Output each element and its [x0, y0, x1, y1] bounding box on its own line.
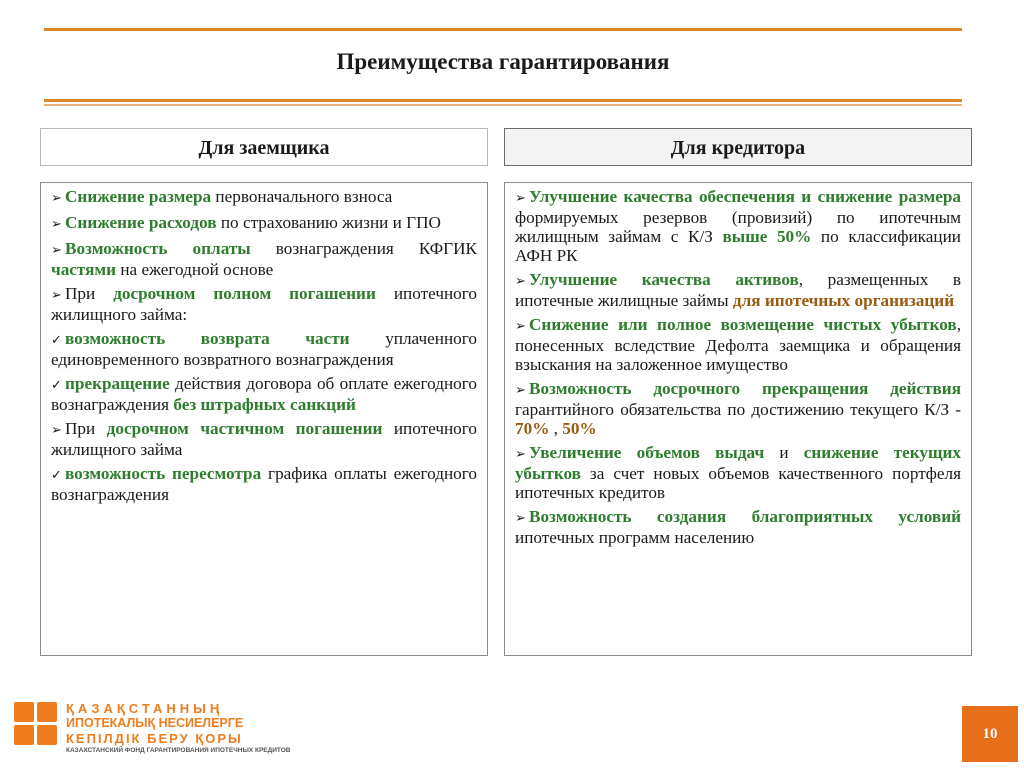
- list-item: [515, 187, 961, 265]
- item-text: за счет новых объемов качественного портфеля ипотечных кредитов: [515, 464, 961, 502]
- item-text: Увеличение объемов выдач: [529, 443, 765, 462]
- arrow-bullet-icon: ➢: [515, 191, 526, 206]
- item-text: ипотечного жилищного займа:: [51, 284, 477, 324]
- check-bullet-icon: ✓: [51, 378, 62, 393]
- item-text: для ипотечных организаций: [732, 291, 955, 310]
- item-text: Снижение расходов: [65, 213, 217, 232]
- list-item: [515, 379, 961, 438]
- item-text: графика оплаты ежегодного вознаграждения: [51, 464, 477, 504]
- logo-line-3: КЕПІЛДІК БЕРУ ҚОРЫ: [66, 731, 243, 746]
- arrow-bullet-icon: ➢: [51, 243, 62, 258]
- logo-line-1: ҚАЗАҚСТАННЫҢ: [66, 701, 224, 716]
- logo-line-4: КАЗАХСТАНСКИЙ ФОНД ГАРАНТИРОВАНИЯ ИПОТЕЧНЫХ КРЕДИТОВ: [66, 747, 291, 754]
- check-bullet-icon: ✓: [51, 468, 62, 483]
- item-text: 50%: [562, 419, 597, 438]
- item-text: 70%: [515, 419, 550, 438]
- title-rule: [44, 99, 962, 102]
- list-item: [515, 443, 961, 502]
- arrow-bullet-icon: ➢: [51, 191, 62, 206]
- borrower-heading: Для заемщика: [40, 128, 488, 166]
- item-text: При: [65, 284, 114, 303]
- item-text: ипотечного жилищного займа: [51, 419, 477, 459]
- list-item: [51, 187, 477, 208]
- title-rule-thin: [44, 104, 962, 106]
- item-text: и: [764, 443, 804, 462]
- list-item: [51, 284, 477, 324]
- item-text: ипотечных программ населению: [515, 528, 755, 547]
- logo-line-2: ИПОТЕКАЛЫҚ НЕСИЕЛЕРГЕ: [66, 716, 244, 730]
- item-text: частями: [51, 260, 117, 279]
- list-item: [515, 507, 961, 547]
- item-text: Возможность досрочного прекращения действия: [529, 379, 961, 398]
- item-text: , размещенных в ипотечные жилищные займы: [515, 270, 961, 310]
- item-text: выше 50%: [722, 227, 812, 246]
- arrow-bullet-icon: ➢: [515, 447, 526, 462]
- slide-title: Преимущества гарантирования: [336, 49, 670, 74]
- item-text: прекращение: [65, 374, 170, 393]
- fund-logo-icon: [14, 702, 58, 746]
- list-item: [51, 213, 477, 234]
- page-number: 10: [962, 706, 1018, 762]
- borrower-list: [40, 182, 488, 656]
- item-text: возможность пересмотра: [65, 464, 262, 483]
- arrow-bullet-icon: ➢: [515, 511, 526, 526]
- creditor-heading: Для кредитора: [504, 128, 972, 166]
- item-text: Улучшение качества обеспечения и снижение размера: [529, 187, 961, 206]
- item-text: по классификации АФН РК: [515, 227, 961, 265]
- list-item: [51, 419, 477, 459]
- list-item: [51, 374, 477, 414]
- creditor-list: [504, 182, 972, 656]
- arrow-bullet-icon: ➢: [515, 383, 526, 398]
- item-text: действия договора об оплате ежегодного вознаграждения: [51, 374, 477, 414]
- fund-logo-text: [66, 702, 291, 755]
- list-item: [51, 329, 477, 369]
- item-text: Улучшение качества активов: [529, 270, 799, 289]
- item-text: досрочном частичном погашении: [106, 419, 383, 438]
- item-text: первоначального взноса: [211, 187, 393, 206]
- item-text: на ежегодной основе: [116, 260, 274, 279]
- item-text: вознаграждения КФГИК: [250, 239, 477, 258]
- item-text: Возможность оплаты: [65, 239, 251, 258]
- item-text: снижение текущих убытков: [515, 443, 961, 483]
- item-text: без штрафных санкций: [173, 395, 356, 414]
- arrow-bullet-icon: ➢: [515, 274, 526, 289]
- item-text: досрочном полном погашении: [113, 284, 376, 303]
- item-text: ,: [549, 419, 563, 438]
- item-text: Снижение размера: [65, 187, 212, 206]
- item-text: возможность возврата части: [65, 329, 350, 348]
- item-text: Возможность создания благоприятных условий: [529, 507, 961, 526]
- arrow-bullet-icon: ➢: [51, 288, 62, 303]
- arrow-bullet-icon: ➢: [515, 319, 526, 334]
- list-item: [51, 239, 477, 279]
- item-text: по страхованию жизни и ГПО: [216, 213, 441, 232]
- arrow-bullet-icon: ➢: [51, 423, 62, 438]
- item-text: Снижение или полное возмещение чистых убытков: [529, 315, 957, 334]
- list-item: [515, 270, 961, 310]
- top-rule: [44, 28, 962, 31]
- list-item: [51, 464, 477, 504]
- item-text: уплаченного единовременного возвратного вознаграждения: [51, 329, 477, 369]
- item-text: При: [65, 419, 107, 438]
- item-text: формируемых резервов (провизий) по ипотечным жилищным займам с К/З: [515, 208, 961, 246]
- item-text: , понесенных вследствие Дефолта заемщика и обращения взыскания на заложенное имущество: [515, 315, 961, 374]
- check-bullet-icon: ✓: [51, 333, 62, 348]
- list-item: [515, 315, 961, 374]
- item-text: гарантийного обязательства по достижению текущего К/З -: [515, 400, 961, 419]
- arrow-bullet-icon: ➢: [51, 217, 62, 232]
